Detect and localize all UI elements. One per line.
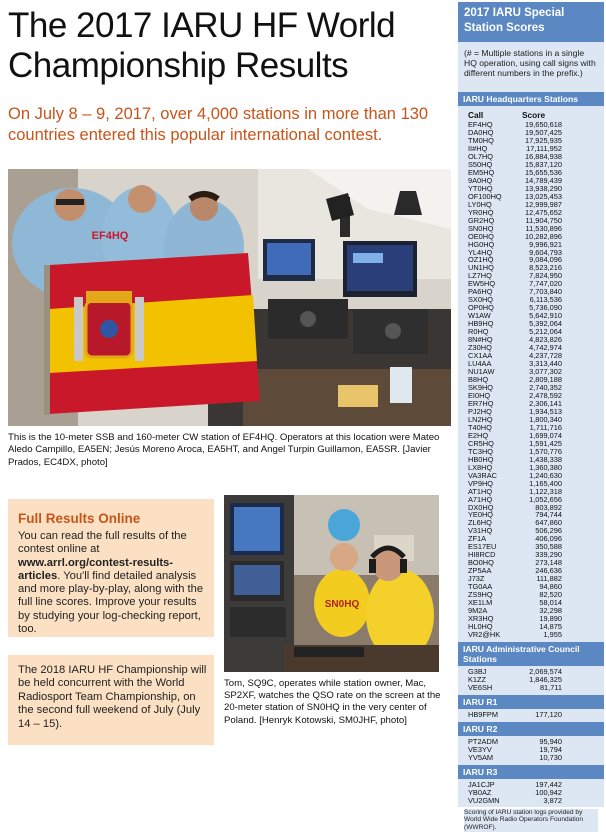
call-sign: T40HQ xyxy=(468,422,492,432)
score-value: 19,650,618 xyxy=(525,120,562,129)
call-sign: OF100HQ xyxy=(468,191,502,201)
score-value: 2,478,592 xyxy=(529,390,562,400)
call-sign: JA1CJP xyxy=(468,779,495,789)
call-sign: E2HQ xyxy=(468,430,489,440)
call-sign: B8HQ xyxy=(468,375,489,384)
championship-note-box xyxy=(8,655,214,745)
hq-section-heading: IARU Headquarters Stations xyxy=(458,92,604,106)
score-value: 82,520 xyxy=(539,590,562,600)
score-value: 58,014 xyxy=(539,598,562,608)
full-results-heading: Full Results Online xyxy=(18,511,141,526)
call-sign: OL7HQ xyxy=(468,151,494,161)
call-sign: K1ZZ xyxy=(468,675,487,685)
sidebar-note: (# = Multiple stations in a single HQ operation, using call signs with different numbers in the prefix.) xyxy=(464,48,596,78)
score-row xyxy=(468,567,598,575)
call-sign: TM0HQ xyxy=(468,135,494,145)
call-sign: TC3HQ xyxy=(468,446,494,456)
score-value: 9,084,096 xyxy=(529,255,562,265)
call-sign: YE0HQ xyxy=(468,510,494,520)
score-value: 803,892 xyxy=(535,502,562,512)
score-value: 10,282,896 xyxy=(525,231,562,241)
score-value: 8,523,216 xyxy=(529,263,562,273)
score-value: 1,955 xyxy=(543,630,562,639)
score-value: 7,824,950 xyxy=(529,271,562,281)
ef4hq-operators-photo xyxy=(8,169,451,426)
score-value: 11,530,896 xyxy=(525,223,562,233)
call-sign: VE3YV xyxy=(468,744,492,754)
call-sign: ZL6HQ xyxy=(468,518,492,528)
score-row xyxy=(468,599,598,607)
score-value: 273,148 xyxy=(535,558,562,568)
call-sign: HB0HQ xyxy=(468,454,494,464)
call-sign: DA0HQ xyxy=(468,127,494,137)
score-value: 339,290 xyxy=(535,550,562,560)
score-value: 9,604,793 xyxy=(529,247,562,257)
call-sign: LX8HQ xyxy=(468,462,493,472)
photo2-caption: Tom, SQ9C, operates while station owner, Mac, SP2XF, watches the QSO rate on the screen at the 20-meter station of SN0HQ in the very center of Poland. [Henryk Kotowski, SM0JHF, photo] xyxy=(224,678,441,726)
score-value: 2,740,352 xyxy=(529,382,562,392)
call-sign: ZP5AA xyxy=(468,566,492,576)
score-value: 1,800,340 xyxy=(529,414,562,424)
score-value: 3,313,440 xyxy=(529,359,562,369)
call-sign: VA3RAC xyxy=(468,470,498,480)
call-sign: G3BJ xyxy=(468,667,487,677)
call-sign: S50HQ xyxy=(468,159,493,169)
shirt-sn0hq-text: SN0HQ xyxy=(324,599,360,610)
score-value: 1,165,400 xyxy=(529,478,562,488)
score-row xyxy=(468,797,598,805)
photo1-caption: This is the 10-meter SSB and 160-meter CW station of EF4HQ. Operators at this location were Mateo Aledo Campillo, EA5EN; Jesús Moreno Aroca, EA5HT, and Angel Turpin Guillamon, EA5SR. [Javier Prados, EC4DX, photo] xyxy=(8,432,440,468)
score-value: 4,237,728 xyxy=(529,351,562,361)
call-sign: TG0AA xyxy=(468,582,493,592)
call-sign: LN2HQ xyxy=(468,414,493,424)
score-value: 7,703,840 xyxy=(529,287,562,297)
call-sign: ZF1A xyxy=(468,534,487,544)
score-value: 177,120 xyxy=(535,709,562,719)
call-sign: ER7HQ xyxy=(468,398,494,408)
call-sign: DX0HQ xyxy=(468,502,494,512)
score-value: 14,789,439 xyxy=(525,175,562,185)
sidebar-title-bar xyxy=(458,2,604,42)
score-value: 11,904,750 xyxy=(525,215,562,225)
call-sign: YV5AM xyxy=(468,752,494,762)
score-row xyxy=(468,684,598,692)
call-sign: LZ7HQ xyxy=(468,271,492,281)
score-value: 15,837,120 xyxy=(525,159,562,169)
score-value: 1,699,074 xyxy=(529,430,562,440)
score-value: 1,438,338 xyxy=(529,454,562,464)
call-sign: HI8RCD xyxy=(468,550,496,560)
article-title: The 2017 IARU HF World Championship Results xyxy=(8,6,396,85)
call-sign: VR2@HK xyxy=(468,630,501,639)
score-value: 16,884,938 xyxy=(525,151,562,161)
scores-sidebar xyxy=(458,2,604,807)
score-value: 12,999,987 xyxy=(525,199,562,209)
score-value: 3,872 xyxy=(543,795,562,805)
call-sign: LY0HQ xyxy=(468,199,492,209)
call-sign: ZS9HQ xyxy=(468,590,493,600)
score-value: 5,392,064 xyxy=(529,319,562,329)
call-sign: EF4HQ xyxy=(468,120,493,129)
score-value: 100,942 xyxy=(535,787,562,797)
score-value: 5,736,090 xyxy=(529,303,562,313)
article-subtitle: On July 8 – 9, 2017, over 4,000 stations in more than 130 countries entered this popular international contest. xyxy=(8,105,429,144)
call-sign: XR3HQ xyxy=(468,614,494,624)
score-value: 14,875 xyxy=(539,622,562,632)
call-sign: SK9HQ xyxy=(468,382,494,392)
contest-results-link[interactable]: www.arrl.org/contest-results-articles xyxy=(18,556,173,582)
score-value: 794,744 xyxy=(535,510,562,520)
r1-section-heading: IARU R1 xyxy=(458,695,604,709)
score-value: 1,360,380 xyxy=(529,462,562,472)
call-sign: EI0HQ xyxy=(468,390,491,400)
score-value: 10,730 xyxy=(539,752,562,762)
score-value: 506,296 xyxy=(535,526,562,536)
score-value: 94,860 xyxy=(539,582,562,592)
r3-score-list xyxy=(468,781,598,805)
call-sign: VP9HQ xyxy=(468,478,494,488)
score-value: 81,711 xyxy=(539,682,562,692)
score-value: 1,711,716 xyxy=(529,422,562,432)
score-row xyxy=(468,631,598,639)
score-value: 197,442 xyxy=(535,779,562,789)
call-sign: W1AW xyxy=(468,311,491,321)
score-value: 350,588 xyxy=(535,542,562,552)
call-sign: V31HQ xyxy=(468,526,493,536)
score-value: 111,882 xyxy=(536,574,562,584)
call-sign: BO0HQ xyxy=(468,558,494,568)
call-sign: YL4HQ xyxy=(468,247,493,257)
score-value: 246,636 xyxy=(535,566,562,576)
call-sign: EM5HQ xyxy=(468,167,495,177)
score-value: 9,996,921 xyxy=(529,239,562,249)
score-value: 4,742,974 xyxy=(529,343,562,353)
score-value: 406,096 xyxy=(535,534,562,544)
call-sign: YB0AZ xyxy=(468,787,492,797)
score-value: 15,655,536 xyxy=(525,167,562,177)
score-value: 1,052,656 xyxy=(529,494,562,504)
call-sign: J73Z xyxy=(468,574,485,584)
score-value: 5,212,064 xyxy=(529,327,562,337)
ac-section-heading: IARU Administrative Council Stations xyxy=(458,642,604,666)
score-value: 7,747,020 xyxy=(529,279,562,289)
score-value: 4,823,826 xyxy=(529,335,562,345)
score-value: 12,475,652 xyxy=(525,207,562,217)
call-sign: OE0HQ xyxy=(468,231,494,241)
call-sign: SN0HQ xyxy=(468,223,494,233)
call-sign: EW5HQ xyxy=(468,279,496,289)
call-sign: VE6SH xyxy=(468,682,493,692)
call-sign: LU4AA xyxy=(468,359,492,369)
score-value: 6,113,536 xyxy=(529,295,562,305)
score-column-header: Score xyxy=(522,110,546,120)
call-sign: OZ1HQ xyxy=(468,255,494,265)
call-sign: VU2GMN xyxy=(468,795,500,805)
shirt-logo-text: EF4HQ xyxy=(91,230,129,242)
call-column-header: Call xyxy=(468,110,484,120)
call-sign: II#HQ xyxy=(468,143,488,153)
call-sign: Z30HQ xyxy=(468,343,492,353)
call-sign: HG0HQ xyxy=(468,239,495,249)
call-sign: CX1AA xyxy=(468,351,493,361)
call-sign: NU1AW xyxy=(468,367,495,377)
call-sign: A71HQ xyxy=(468,494,493,504)
call-sign: AT1HQ xyxy=(468,486,493,496)
call-sign: SX0HQ xyxy=(468,295,494,305)
sidebar-footer: Scoring of IARU station logs provided by World Wide Radio Operators Foundation (WWROF). xyxy=(464,809,598,832)
score-value: 19,507,425 xyxy=(525,127,562,137)
r2-section-heading: IARU R2 xyxy=(458,722,604,736)
score-value: 1,934,513 xyxy=(529,406,562,416)
score-value: 1,122,318 xyxy=(529,486,562,496)
call-sign: HB9HQ xyxy=(468,319,494,329)
score-row xyxy=(468,527,598,535)
call-sign: PA6HQ xyxy=(468,287,493,297)
call-sign: PT2ADM xyxy=(468,736,498,746)
score-value: 3,077,302 xyxy=(529,367,562,377)
score-value: 13,025,453 xyxy=(525,191,562,201)
championship-note: The 2018 IARU HF Championship will be held concurrent with the World Radiosport Team Championship, on the second full weekend of July (July 14 – 15). xyxy=(18,664,207,730)
ac-score-list xyxy=(468,668,598,692)
score-row xyxy=(468,711,598,719)
score-value: 13,938,290 xyxy=(525,183,562,193)
score-value: 19,890 xyxy=(539,614,562,624)
call-sign: 9A0HQ xyxy=(468,175,493,185)
score-value: 95,940 xyxy=(539,736,562,746)
call-sign: 8N#HQ xyxy=(468,335,493,345)
call-sign: HL0HQ xyxy=(468,622,493,632)
score-value: 19,794 xyxy=(539,744,562,754)
score-value: 17,925,935 xyxy=(525,135,562,145)
score-value: 2,809,188 xyxy=(529,375,562,384)
full-results-text: You can read the full results of the contest online at www.arrl.org/contest-results-articles. You'll find detailed analysis and more play-by-play, along with the full line scores. Improve your results by studying your log-checking report, too. xyxy=(18,530,204,636)
score-value: 32,298 xyxy=(539,606,562,616)
r2-score-list xyxy=(468,738,598,762)
call-sign: OP0HQ xyxy=(468,303,494,313)
call-sign: YT0HQ xyxy=(468,183,493,193)
full-results-box xyxy=(8,499,214,637)
score-value: 2,306,141 xyxy=(529,398,562,408)
call-sign: GR2HQ xyxy=(468,215,495,225)
score-column-headers xyxy=(468,110,588,120)
score-value: 17,111,952 xyxy=(526,143,562,153)
r1-score-list xyxy=(468,711,598,719)
r3-section-heading: IARU R3 xyxy=(458,765,604,779)
sidebar-title: 2017 IARU Special Station Scores xyxy=(464,7,565,34)
score-value: 1,240,630 xyxy=(529,470,562,480)
call-sign: YR0HQ xyxy=(468,207,494,217)
call-sign: ES17EU xyxy=(468,542,497,552)
call-sign: UN1HQ xyxy=(468,263,494,273)
score-value: 647,860 xyxy=(535,518,562,528)
score-value: 1,591,425 xyxy=(529,438,562,448)
call-sign: CR5HQ xyxy=(468,438,494,448)
score-value: 2,069,574 xyxy=(529,667,562,677)
score-value: 5,642,910 xyxy=(529,311,562,321)
call-sign: HB9FPM xyxy=(468,709,498,719)
sn0hq-operator-photo xyxy=(224,495,439,672)
score-value: 1,570,776 xyxy=(529,446,562,456)
score-value: 1,846,325 xyxy=(529,675,562,685)
hq-score-list xyxy=(468,121,598,639)
call-sign: R0HQ xyxy=(468,327,489,337)
call-sign: XE1LM xyxy=(468,598,493,608)
call-sign: 9M2A xyxy=(468,606,488,616)
score-row xyxy=(468,754,598,762)
call-sign: PJ2HQ xyxy=(468,406,492,416)
